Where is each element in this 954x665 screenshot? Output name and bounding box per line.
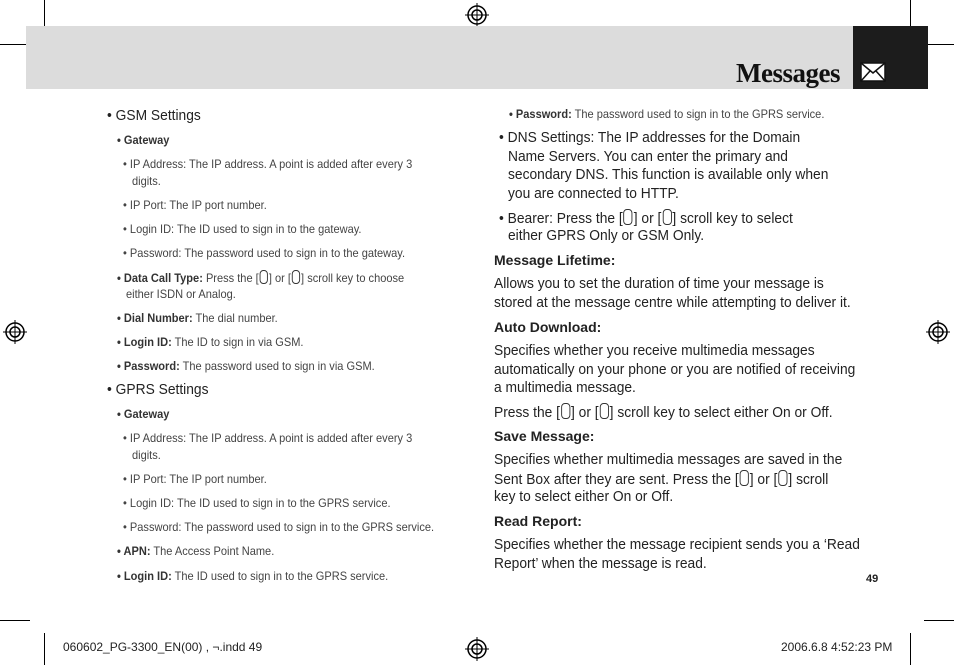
dns-line2: Name Servers. You can enter the primary and bbox=[508, 148, 788, 165]
scroll-down-key-icon bbox=[292, 270, 300, 284]
password-text: The password used to sign in to the GPRS service. bbox=[571, 107, 825, 121]
bearer-text-b: ] or [ bbox=[633, 210, 662, 227]
gsm-dial-number bbox=[117, 311, 278, 325]
save-line2 bbox=[494, 470, 828, 488]
gprs-password-2 bbox=[509, 107, 824, 121]
gprs-login-id-2 bbox=[117, 569, 388, 583]
bearer-line1 bbox=[499, 209, 793, 227]
envelope-icon bbox=[860, 62, 886, 82]
login-id-text: The ID used to sign in to the GPRS service. bbox=[171, 569, 389, 583]
dns-line4: you are connected to HTTP. bbox=[508, 185, 679, 202]
crop-mark bbox=[924, 44, 954, 45]
save-text-a: Sent Box after they are sent. Press the [ bbox=[494, 471, 739, 488]
gsm-password: • Password: The password used to sign in to the gateway. bbox=[123, 246, 406, 260]
save-line1: Specifies whether multimedia messages are saved in the bbox=[494, 451, 843, 468]
read-line1: Specifies whether the message recipient sends you a ‘Read bbox=[494, 536, 860, 553]
scroll-down-key-icon bbox=[662, 209, 671, 225]
login-id-label: • Login ID: bbox=[117, 569, 172, 583]
registration-mark-icon bbox=[926, 320, 950, 344]
dial-number-label: • Dial Number: bbox=[117, 311, 193, 325]
dial-number-text: The dial number. bbox=[192, 311, 278, 325]
gsm-gateway-subheading: • Gateway bbox=[117, 133, 170, 147]
data-call-text-c: ] scroll key to choose bbox=[301, 271, 405, 285]
gprs-settings-heading: • GPRS Settings bbox=[107, 381, 209, 398]
scroll-down-key-icon bbox=[778, 470, 787, 486]
registration-mark-icon bbox=[465, 637, 489, 661]
auto-download-heading: Auto Download: bbox=[494, 319, 602, 335]
bearer-text-a: • Bearer: Press the [ bbox=[499, 210, 623, 227]
crop-mark bbox=[44, 633, 45, 665]
save-line3: key to select either On or Off. bbox=[494, 488, 674, 505]
auto-line4 bbox=[494, 403, 833, 421]
gprs-login-id: • Login ID: The ID used to sign in to the GPRS service. bbox=[123, 496, 391, 510]
data-call-text-a: Press the [ bbox=[202, 271, 259, 285]
lifetime-line1: Allows you to set the duration of time your message is bbox=[494, 275, 824, 292]
auto-text-a: Press the [ bbox=[494, 404, 560, 421]
apn-label: • APN: bbox=[117, 544, 151, 558]
gsm-login-id-2 bbox=[117, 335, 303, 349]
gsm-settings-heading: • GSM Settings bbox=[107, 107, 201, 124]
read-report-heading: Read Report: bbox=[494, 513, 582, 529]
dns-line1: • DNS Settings: The IP addresses for the Domain bbox=[499, 129, 801, 146]
data-call-label: • Data Call Type: bbox=[117, 271, 203, 285]
scroll-down-key-icon bbox=[600, 403, 609, 419]
header-band bbox=[26, 26, 853, 89]
save-text-c: ] scroll bbox=[788, 471, 829, 488]
gsm-ip-address-line1: • IP Address: The IP address. A point is added after every 3 bbox=[123, 157, 413, 171]
footer-filename: 060602_PG-3300_EN(00) , ¬.indd 49 bbox=[63, 640, 263, 654]
password-text: The password used to sign in via GSM. bbox=[179, 359, 375, 373]
crop-mark bbox=[0, 620, 30, 621]
apn-text: The Access Point Name. bbox=[150, 544, 275, 558]
gprs-apn bbox=[117, 544, 274, 558]
message-lifetime-heading: Message Lifetime: bbox=[494, 252, 616, 268]
gsm-data-call-line2: either ISDN or Analog. bbox=[126, 287, 236, 301]
save-text-b: ] or [ bbox=[749, 471, 778, 488]
login-id-label: • Login ID: bbox=[117, 335, 172, 349]
password-label: • Password: bbox=[117, 359, 180, 373]
auto-text-c: ] scroll key to select either On or Off. bbox=[609, 404, 833, 421]
auto-line1: Specifies whether you receive multimedia messages bbox=[494, 342, 815, 359]
gprs-ip-address-line2: digits. bbox=[132, 448, 161, 462]
data-call-text-b: ] or [ bbox=[268, 271, 291, 285]
dns-line3: secondary DNS. This function is available only when bbox=[508, 166, 829, 183]
gsm-ip-port: • IP Port: The IP port number. bbox=[123, 198, 267, 212]
save-message-heading: Save Message: bbox=[494, 428, 595, 444]
scroll-up-key-icon bbox=[260, 270, 268, 284]
lifetime-line2: stored at the message centre while attempting to deliver it. bbox=[494, 294, 851, 311]
password-label: • Password: bbox=[509, 107, 572, 121]
gsm-login-id: • Login ID: The ID used to sign in to the gateway. bbox=[123, 222, 362, 236]
bearer-line2: either GPRS Only or GSM Only. bbox=[508, 227, 705, 244]
scroll-up-key-icon bbox=[624, 209, 633, 225]
gprs-ip-port: • IP Port: The IP port number. bbox=[123, 472, 267, 486]
auto-line2: automatically on your phone or you are notified of receiving bbox=[494, 361, 856, 378]
gprs-ip-address-line1: • IP Address: The IP address. A point is added after every 3 bbox=[123, 431, 413, 445]
gprs-gateway-subheading: • Gateway bbox=[117, 407, 170, 421]
gprs-password: • Password: The password used to sign in to the GPRS service. bbox=[123, 520, 435, 534]
auto-text-b: ] or [ bbox=[571, 404, 599, 421]
gsm-ip-address-line2: digits. bbox=[132, 174, 161, 188]
registration-mark-icon bbox=[3, 320, 27, 344]
scroll-up-key-icon bbox=[561, 403, 570, 419]
page-number: 49 bbox=[866, 573, 879, 585]
scroll-up-key-icon bbox=[740, 470, 749, 486]
crop-mark bbox=[910, 633, 911, 665]
login-id-text: The ID to sign in via GSM. bbox=[171, 335, 304, 349]
gsm-password-2 bbox=[117, 359, 375, 373]
read-line2: Report’ when the message is read. bbox=[494, 555, 707, 572]
crop-mark bbox=[924, 620, 954, 621]
bearer-text-c: ] scroll key to select bbox=[672, 210, 793, 227]
footer-timestamp: 2006.6.8 4:52:23 PM bbox=[781, 640, 893, 654]
gsm-data-call-type bbox=[117, 270, 404, 285]
auto-line3: a multimedia message. bbox=[494, 379, 636, 396]
page-title: Messages bbox=[736, 58, 840, 88]
registration-mark-icon bbox=[465, 3, 489, 27]
